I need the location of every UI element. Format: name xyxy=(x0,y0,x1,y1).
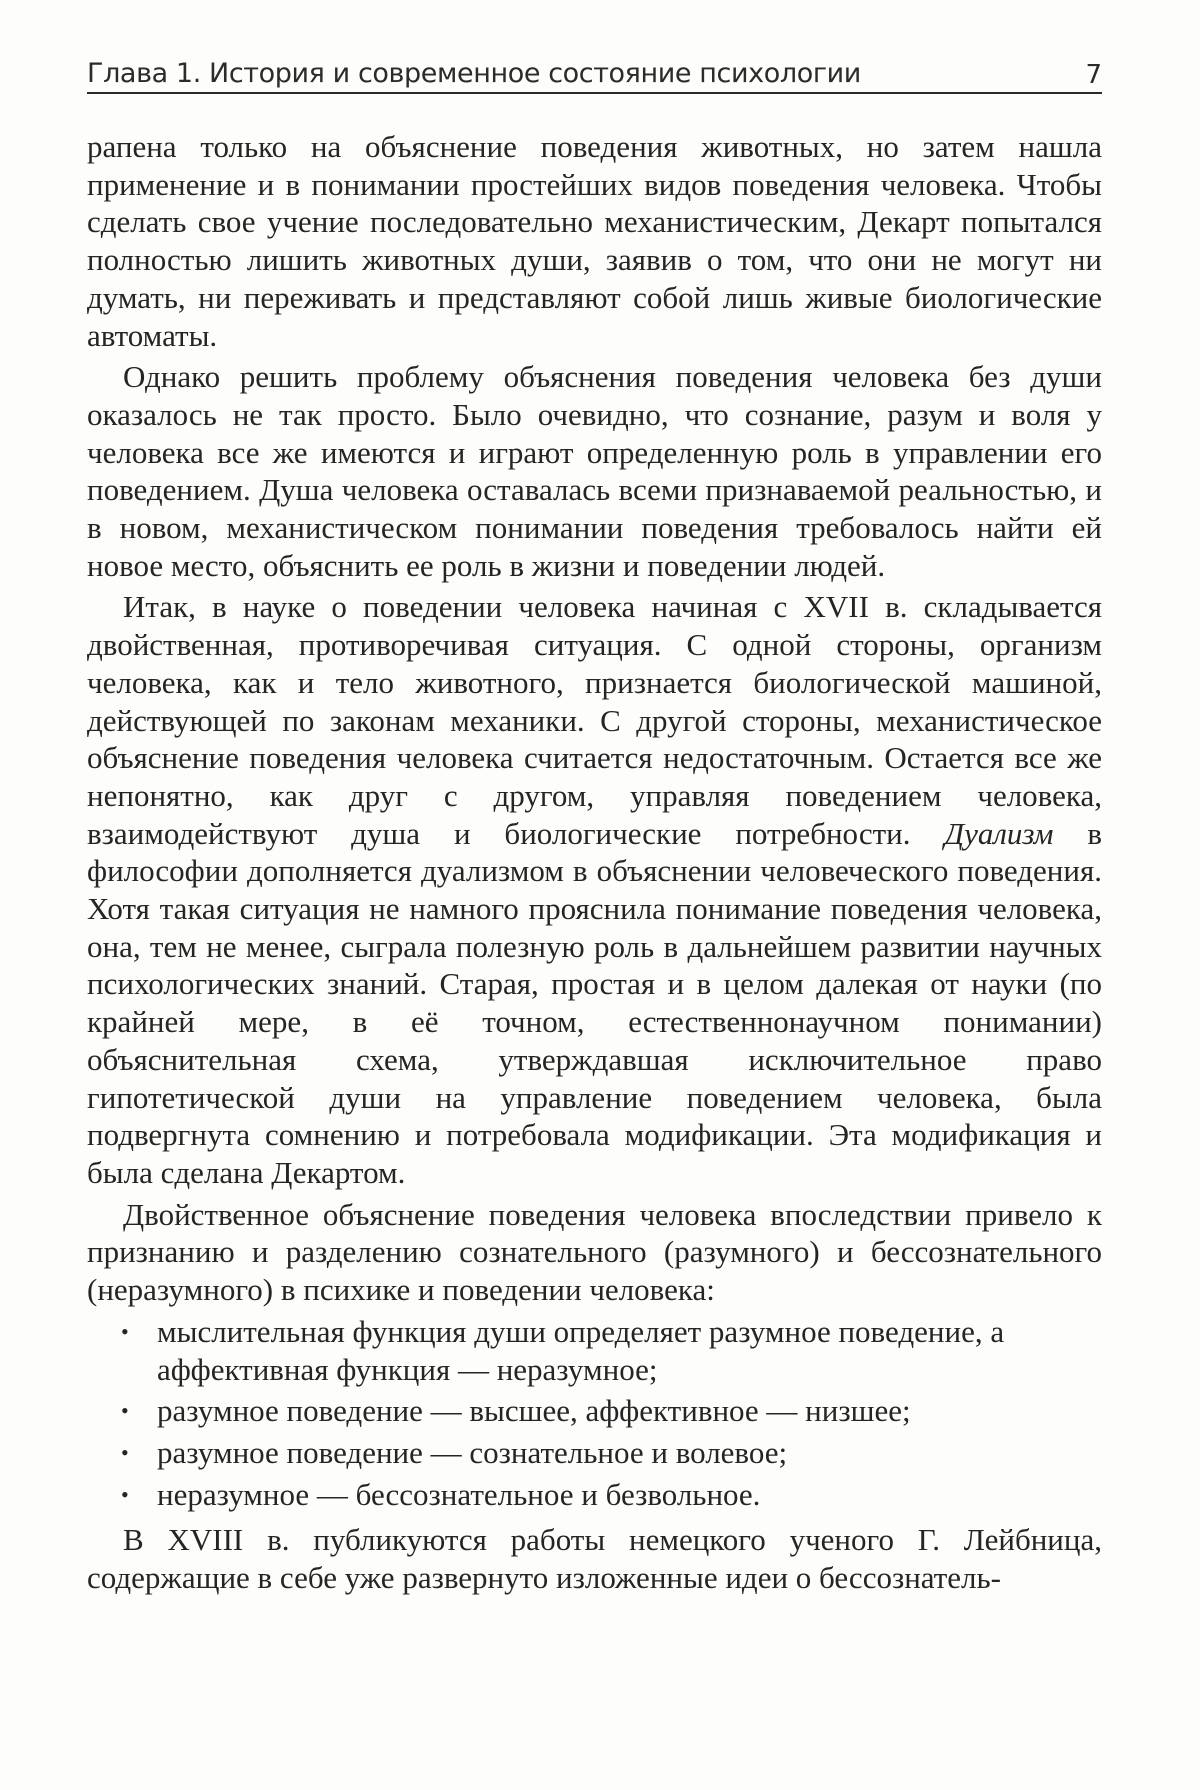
list-item xyxy=(87,1476,1102,1514)
list-item xyxy=(87,1313,1102,1388)
paragraph: Двойственное объяснение поведения человека впоследствии привело к признанию и разделению сознательного (разумного) и бессознательного (неразумного) в психике и поведении человека: xyxy=(87,1196,1102,1308)
bullet-icon: • xyxy=(121,1318,129,1344)
paragraph: В XVIII в. публикуются работы немецкого ученого Г. Лейбница, содержащие в себе уже развернуто изложенные идеи о бессознатель- xyxy=(87,1522,1102,1596)
list-item-text: мыслительная функция души определяет разумное поведение, а аффективная функция — неразумное; xyxy=(157,1313,1005,1387)
paragraph xyxy=(87,588,1102,1191)
paragraph: Однако решить проблему объяснения поведения человека без души оказалось не так просто. Было очевидно, что сознание, разум и воля у человека все же имеются и играют определенную роль в управлении его поведением. Душа человека оставалась всеми признаваемой реальностью, и в новом, механистическом понимании поведения требовалось найти ей новое место, объяснить ее роль в жизни и поведении людей. xyxy=(87,359,1102,583)
list-item-text: разумное поведение — сознательное и волевое; xyxy=(157,1434,788,1470)
bullet-icon: • xyxy=(121,1398,129,1424)
paragraph-text: Итак, в науке о поведении человека начиная с XVII в. складывается двойственная, противоречивая ситуация. С одной стороны, организм человека, как и тело животного, признается биологической машиной, действующей по законам механики. С другой стороны, механистическое объяснение поведения человека считается недостаточным. Остается все же непонятно, как друг с другом, управляя поведением человека, взаимодействуют душа и биологические потребности. xyxy=(87,589,1102,851)
paragraph: рапена только на объяснение поведения животных, но затем нашла применение и в понимании простейших видов поведения человека. Чтобы сделать свое учение последовательно механистическим, Декарт попытался полностью лишить животных души, заявив о том, что они не могут ни думать, ни переживать и представляют собой лишь живые биологические автоматы. xyxy=(87,129,1102,353)
paragraph-text: в философии дополняется дуализмом в объяснении человеческого поведения. Хотя такая ситуация не намного прояснила понимание поведения человека, она, тем не менее, сыграла полезную роль в дальнейшем развитии научных психологических знаний. Старая, простая и в целом далекая от науки (по крайней мере, в её точном, естественнонаучном понимании) объяснительная схема, утверждавшая исключительное право гипотетической души на управление поведением человека, была подвергнута сомнению и потребовала модификации. Эта модификация и была сделана Декартом. xyxy=(87,815,1102,1190)
page-number: 7 xyxy=(1085,60,1102,90)
chapter-title: Глава 1. История и современное состояние психологии xyxy=(87,58,861,89)
bullet-icon: • xyxy=(121,1439,129,1465)
emphasized-term: Дуализм xyxy=(944,815,1054,851)
main-text xyxy=(87,128,1102,1601)
list-item xyxy=(87,1392,1102,1430)
running-header xyxy=(87,46,1102,94)
list-item-text: неразумное — бессознательное и безвольное. xyxy=(157,1476,761,1512)
list-item xyxy=(87,1434,1102,1472)
bullet-icon: • xyxy=(121,1481,129,1507)
list-item-text: разумное поведение — высшее, аффективное — низшее; xyxy=(157,1393,911,1429)
bullet-list xyxy=(87,1313,1102,1514)
